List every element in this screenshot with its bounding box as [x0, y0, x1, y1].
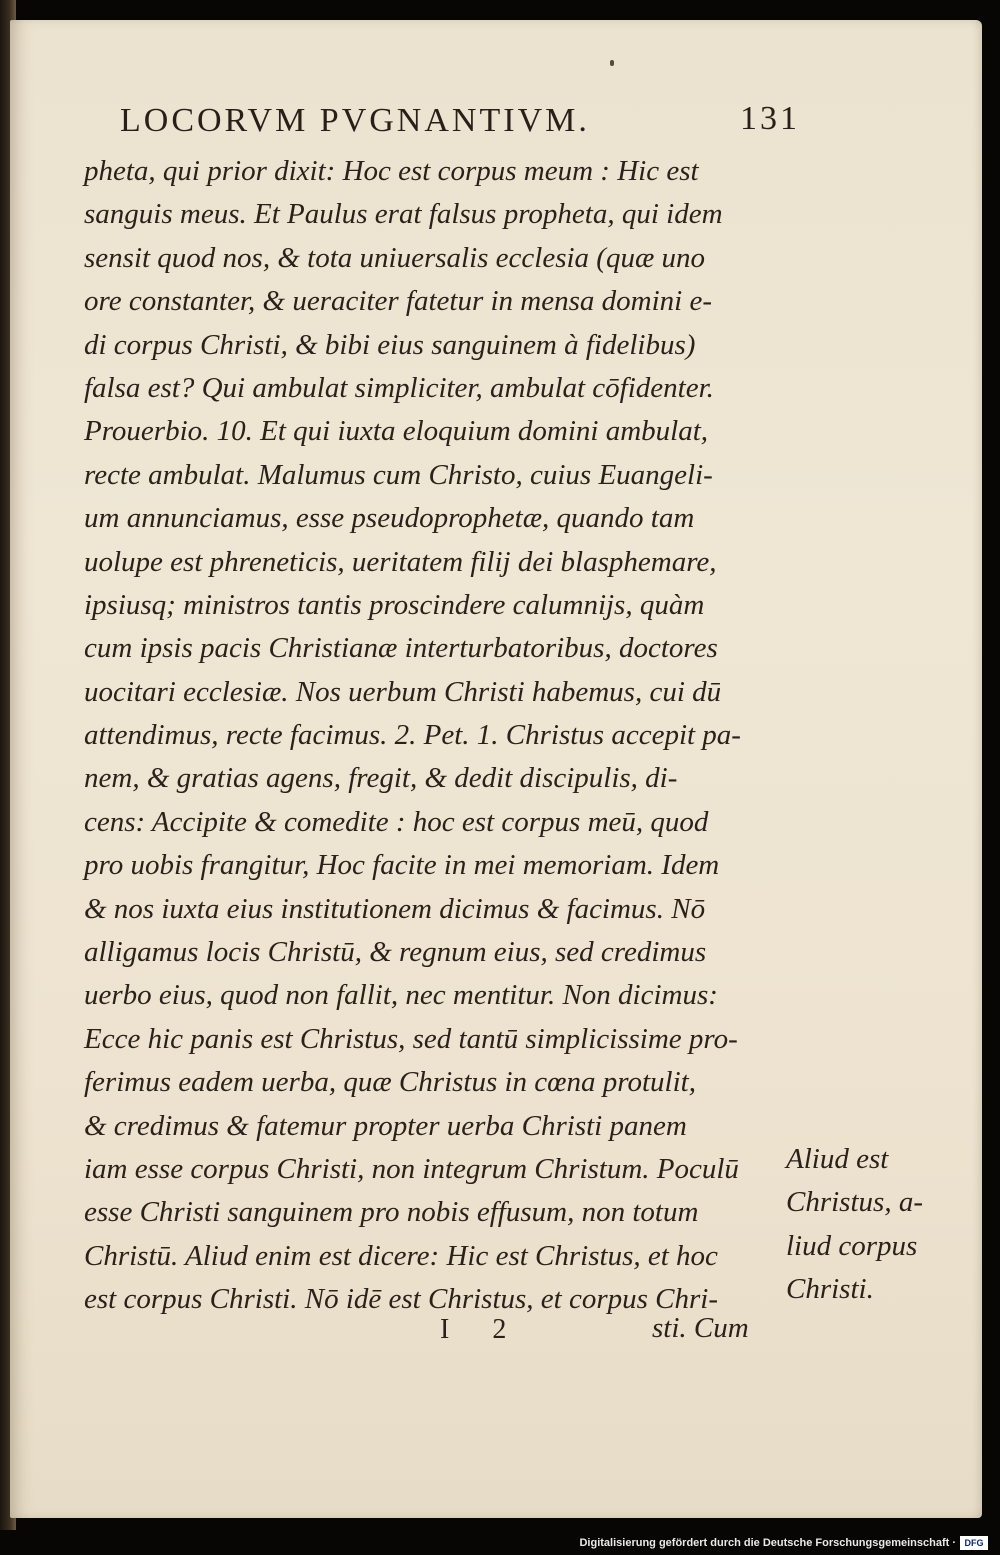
ink-speck	[610, 60, 614, 66]
text-line: Christū. Aliud enim est dicere: Hic est Christus, et hoc	[84, 1239, 718, 1272]
page-number: 131	[740, 100, 800, 137]
text-line: uolupe est phreneticis, ueritatem filij dei blasphemare,	[84, 545, 717, 578]
text-line: recte ambulat. Malumus cum Christo, cuius Euangeli-	[84, 458, 713, 491]
text-line: ferimus eadem uerba, quæ Christus in cœna protulit,	[84, 1066, 696, 1099]
text-line: alligamus locis Christū, & regnum eius, sed credimus	[84, 936, 707, 969]
main-text-block	[84, 150, 784, 1322]
text-line: di corpus Christi, & bibi eius sanguinem à fidelibus)	[84, 328, 696, 361]
text-line: attendimus, recte facimus. 2. Pet. 1. Christus accepit pa-	[84, 719, 741, 752]
text-line: est corpus Christi. Nō idē est Christus, et corpus Chri-	[84, 1283, 719, 1316]
signature-mark: I 2	[440, 1314, 525, 1345]
text-line: Prouerbio. 10. Et qui iuxta eloquium domini ambulat,	[84, 415, 708, 448]
margin-note-line: Christi.	[786, 1273, 874, 1306]
text-line: sensit quod nos, & tota uniuersalis ecclesia (quæ uno	[84, 241, 706, 274]
text-line: um annunciamus, esse pseudoprophetæ, quando tam	[84, 502, 695, 535]
text-line: pheta, qui prior dixit: Hoc est corpus meum : Hic est	[84, 155, 699, 187]
dfg-logo: DFG	[960, 1536, 988, 1550]
catchword: sti. Cum	[652, 1312, 749, 1344]
margin-note-line: Christus, a-	[786, 1186, 923, 1219]
text-line: ore constanter, & ueraciter fatetur in mensa domini e-	[84, 285, 712, 318]
margin-note-line: liud corpus	[786, 1229, 918, 1262]
text-line: cens: Accipite & comedite : hoc est corpus meū, quod	[84, 805, 709, 838]
margin-note-line: Aliud est	[786, 1143, 889, 1175]
marginal-note	[786, 1138, 966, 1312]
text-line: cum ipsis pacis Christianæ interturbatoribus, doctores	[84, 632, 718, 665]
text-line: falsa est? Qui ambulat simpliciter, ambulat cōfidenter.	[84, 371, 714, 404]
text-line: ipsiusq; ministros tantis proscindere calumnijs, quàm	[84, 588, 705, 621]
text-line: uerbo eius, quod non fallit, nec mentitur. Non dicimus:	[84, 979, 718, 1012]
page-header	[120, 98, 800, 148]
text-line: Ecce hic panis est Christus, sed tantū simplicissime pro-	[84, 1022, 738, 1055]
text-line: & nos iuxta eius institutionem dicimus & facimus. Nō	[84, 892, 706, 925]
text-line: esse Christi sanguinem pro nobis effusum, non totum	[84, 1196, 699, 1229]
text-line: pro uobis frangitur, Hoc facite in mei memoriam. Idem	[84, 849, 720, 882]
text-line: iam esse corpus Christi, non integrum Christum. Poculū	[84, 1152, 739, 1185]
digitization-credit: Digitalisierung gefördert durch die Deutsche Forschungsgemeinschaft ·	[579, 1537, 956, 1549]
text-line: & credimus & fatemur propter uerba Christi panem	[84, 1109, 687, 1142]
text-line: sanguis meus. Et Paulus erat falsus propheta, qui idem	[84, 198, 723, 231]
text-line: nem, & gratias agens, fregit, & dedit discipulis, di-	[84, 762, 678, 795]
text-line: uocitari ecclesiæ. Nos uerbum Christi habemus, cui dū	[84, 675, 722, 708]
running-title: LOCORVM PVGNANTIVM.	[120, 102, 590, 139]
